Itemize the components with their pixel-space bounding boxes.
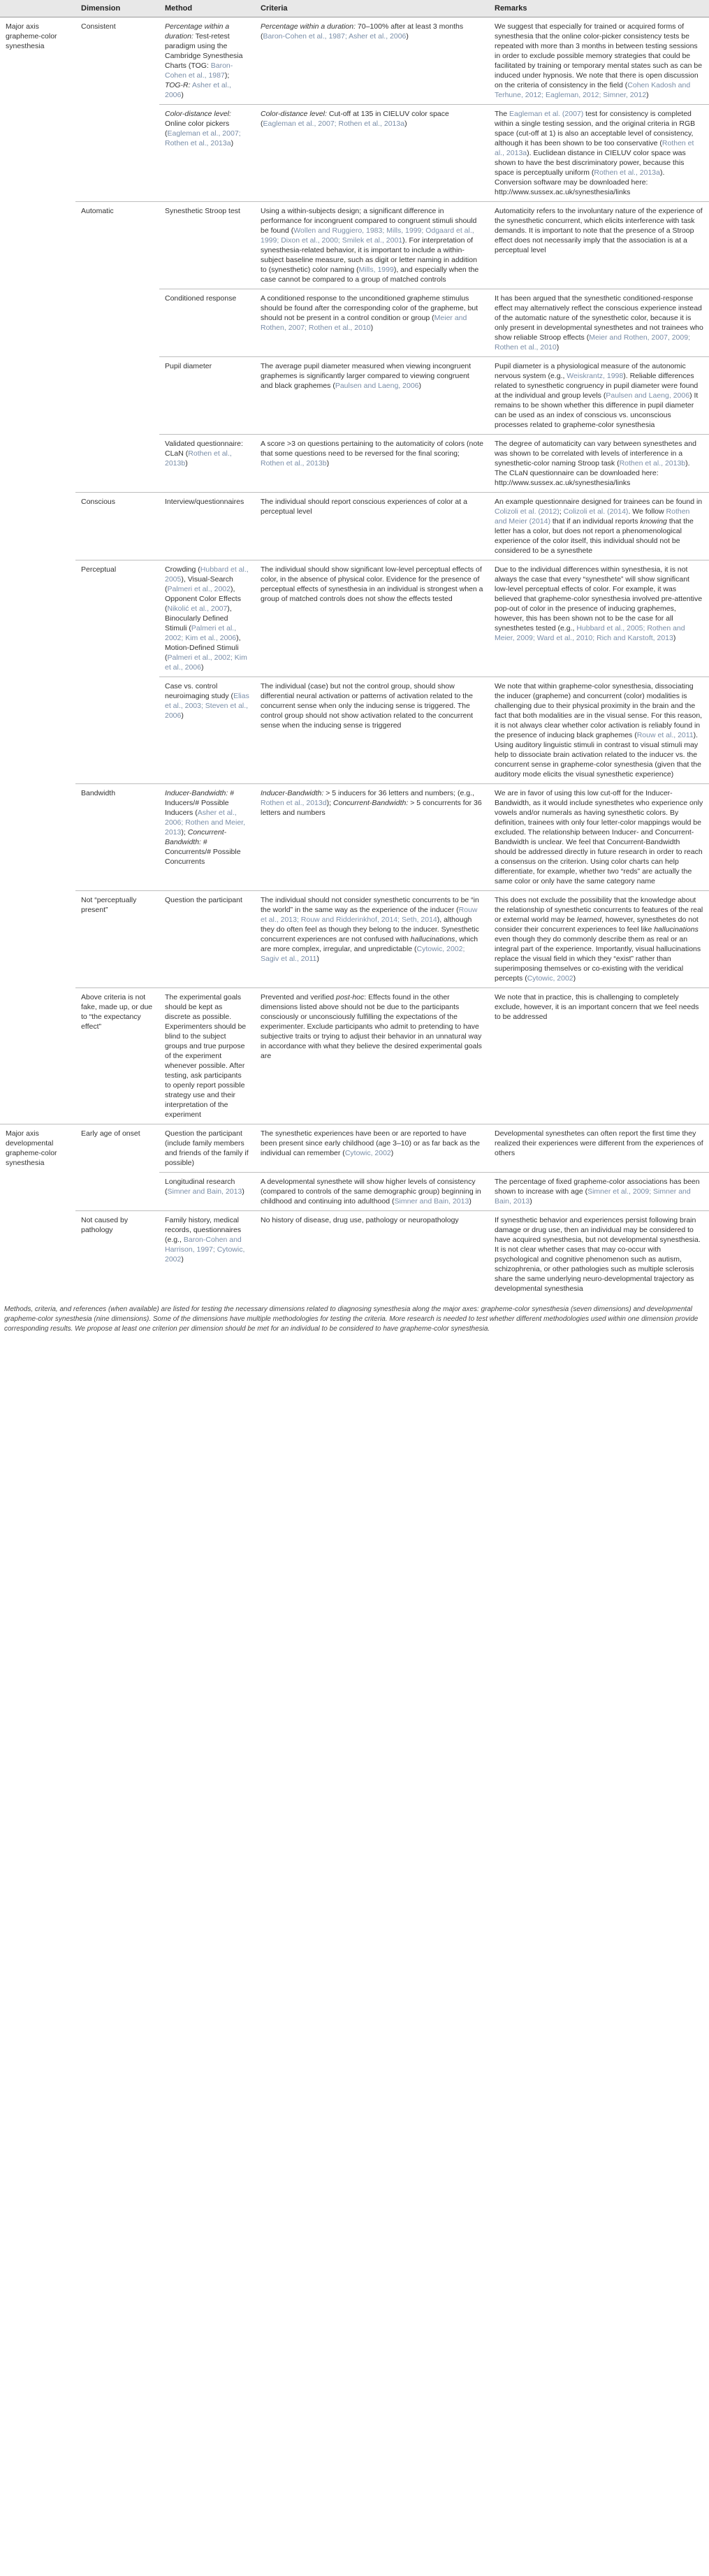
- text-segment: The individual (case) but not the control group, should show differential neural activation or patterns of activation related to the concurrent sense when only the inducing sense is triggered. The control group should not show activation related to the concurrent sense when the inducing sense is triggered: [261, 682, 474, 730]
- citation: Simner and Bain, 2013: [394, 1197, 469, 1206]
- criteria-cell: [255, 1124, 489, 1173]
- text-segment: The experimental goals should be kept as discrete as possible. Experimenters should be blind to the subject groups and true purpose of the experiment whenever possible. After testing, ask participants to openly report possible strategy use and their interpretation of the experiment: [165, 993, 247, 1119]
- text-segment: ), and especially when the case cannot be compared to a group of matched controls: [261, 266, 479, 284]
- method-cell: [159, 1124, 255, 1173]
- citation: Rothen et al., 2013a: [594, 168, 660, 177]
- text-segment: Conditioned response: [165, 294, 237, 303]
- citation: Rothen et al., 2013b: [165, 449, 232, 468]
- table-row: [0, 493, 709, 560]
- table-row: [0, 1211, 709, 1298]
- citation: Cytowic, 2002: [527, 974, 573, 983]
- text-segment: ): [529, 1197, 532, 1206]
- remarks-cell: [489, 560, 709, 677]
- text-segment: Inducer-Bandwidth:: [261, 789, 324, 797]
- citation: Palmeri et al., 2002; Kim et al., 2006: [165, 653, 247, 672]
- header-criteria: Criteria: [255, 0, 489, 17]
- text-segment: hallucinations: [410, 935, 455, 943]
- text-segment: knowing: [640, 517, 667, 526]
- text-segment: The average pupil diameter measured when viewing incongruent graphemes is significantly larger compared to viewing congruent and black graphemes (: [261, 362, 472, 390]
- text-segment: ). Reliable differences related to synesthetic congruency in pupil diameter were found at the individual and group levels (: [495, 372, 699, 400]
- text-segment: ): [469, 1197, 472, 1206]
- text-segment: We are in favor of using this low cut-off for the Inducer-Bandwidth, as it would include synesthetes who experience only vowels and/or numerals as having synesthetic colors. By definition, trainees with only four letter-color mappings would be excluded. The relationship between Inducer- and Concurrent-Bandwidth is unclear. We feel that Concurrent-Bandwidth should be addressed directly in future research in order to reach a consensus on the criterion. Using color charts can help differentiate, for example, whether two “reds” are actually the same color or only have the same category name: [495, 789, 703, 885]
- text-segment: test for consistency is completed within a single testing session, and the original criteria in RGB space (cut-off at 1) is also an acceptable level of consistency, although it has been shown to be too conservative (: [495, 110, 696, 147]
- citation: Paulsen and Laeng, 2006: [606, 391, 690, 400]
- text-segment: ), Opponent Color Effects (: [165, 585, 241, 613]
- text-segment: );: [326, 799, 333, 807]
- text-segment: ): [556, 343, 560, 352]
- text-segment: that the letter has a color, but does not report a phenomenological experience of the color itself, this individual should not be considered to be a synesthete: [495, 517, 694, 555]
- text-segment: Due to the individual differences within synesthesia, it is not always the case that every “synesthete” will show significant low-level perceptual effects of color. For example, it was believed that grapheme-color synesthesia involved pre-attentive pop-out of color in the presence of inducing graphemes, however, this has been shown not to be the case for all synesthetes tested (e.g.,: [495, 565, 703, 632]
- remarks-cell: [489, 357, 709, 435]
- criteria-cell: [255, 289, 489, 357]
- remarks-cell: [489, 1173, 709, 1211]
- text-segment: # Concurrents/# Possible Concurrents: [165, 838, 241, 866]
- table-row: [0, 988, 709, 1124]
- text-segment: ): [185, 459, 188, 468]
- criteria-cell: [255, 493, 489, 560]
- text-segment: Automaticity refers to the involuntary nature of the experience of the synesthetic concurrent, which elicits interference with task demands. It is important to note that the presence of a Stroop effect does not necessarily imply that the association is at a perceptual level: [495, 207, 703, 254]
- criteria-cell: [255, 1173, 489, 1211]
- text-segment: hallucinations: [654, 925, 699, 934]
- citation: Baron-Cohen and Harrison, 1997; Cytowic, 2002: [165, 1236, 245, 1264]
- text-segment: An example questionnaire designed for trainees can be found in: [495, 498, 703, 506]
- text-segment: ). The CLaN questionnaire can be downloaded here: http://www.sussex.ac.uk/synesthesia/links: [495, 459, 690, 487]
- text-segment: Pupil diameter is a physiological measure of the autonomic nervous system (e.g.,: [495, 362, 686, 380]
- text-segment: Interview/questionnaires: [165, 498, 244, 506]
- text-segment: ): [242, 1187, 244, 1196]
- text-segment: ). Conversion software may be downloaded here: http://www.sussex.ac.uk/synesthesia/links: [495, 168, 665, 196]
- text-segment: Case vs. control neuroimaging study (: [165, 682, 234, 700]
- criteria-cell: [255, 560, 489, 677]
- text-segment: ): [181, 1255, 184, 1264]
- criteria-cell: [255, 105, 489, 202]
- text-segment: even though they do commonly describe them as real or an integral part of the experience. Importantly, visual hallucinations replace the visual field in which they “exist” rather than superimposing themselves or co-existing with the veridical percepts (: [495, 935, 701, 983]
- text-segment: A conditioned response to the unconditioned grapheme stimulus should be found after the corresponding color of the grapheme, but should not be present in a control condition or group (: [261, 294, 478, 322]
- text-segment: Validated questionnaire: CLaN (: [165, 440, 243, 458]
- method-cell: [159, 1173, 255, 1211]
- axis-cell: Major axis developmental grapheme-color synesthesia: [0, 1124, 75, 1298]
- method-cell: [159, 891, 255, 988]
- dimension-cell: Early age of onset: [75, 1124, 159, 1211]
- text-segment: : Effects found in the other dimensions listed above should not be due to the participants consciously or unconsciously fulfilling the expectations of the experimenter. Exclude participants who admit to pretending to have subjective traits or trying to adjust their behavior in an unnatural way in accordance with what they believe the desired experimental goals are: [261, 993, 482, 1060]
- citation: Weiskrantz, 1998: [567, 372, 624, 380]
- text-segment: ), Motion-Defined Stimuli (: [165, 634, 241, 662]
- text-segment: ): [418, 382, 422, 390]
- table-row: [0, 784, 709, 891]
- dimension-cell: Consistent: [75, 17, 159, 202]
- citation: Palmeri et al., 2002: [167, 585, 231, 593]
- table-body: [0, 17, 709, 1298]
- text-segment: TOG-R:: [165, 81, 191, 89]
- text-segment: ): [231, 139, 234, 147]
- text-segment: Percentage within a duration:: [165, 22, 230, 41]
- citation: Palmeri et al., 2002; Kim et al., 2006: [165, 624, 237, 642]
- text-segment: Family history, medical records, questionnaires (e.g.,: [165, 1216, 242, 1244]
- remarks-cell: [489, 17, 709, 105]
- dimension-cell: Not caused by pathology: [75, 1211, 159, 1298]
- text-segment: ): [573, 974, 576, 983]
- text-segment: ). Using auditory linguistic stimuli in contrast to visual stimuli may help to dissociate brain activation related to the inducer vs. the concurrent sense in grapheme-color synesthesia (given that the auditory mode elicits the visual synesthetic experience): [495, 731, 701, 779]
- text-segment: ), Visual-Search (: [165, 575, 233, 593]
- dimension-cell: Not “perceptually present”: [75, 891, 159, 988]
- method-cell: [159, 988, 255, 1124]
- method-cell: [159, 677, 255, 784]
- text-segment: ) It remains to be shown whether this difference in pupil diameter can be used as an index of conscious vs. unconscious processes related to grapheme-color synesthesia: [495, 391, 699, 429]
- citation: Rothen and Meier (2014): [495, 507, 690, 526]
- dimension-cell: Conscious: [75, 493, 159, 560]
- dimension-cell: Automatic: [75, 202, 159, 493]
- method-cell: [159, 1211, 255, 1298]
- citation: Asher et al., 2006; Rothen and Meier, 2013: [165, 809, 245, 837]
- text-segment: ): [316, 955, 319, 963]
- text-segment: ). Euclidean distance in CIELUV color space was shown to have the best discriminatory power, because this space is perceptually uniform (: [495, 149, 686, 177]
- text-segment: ). For interpretation of synesthesia-related behavior, it is important to include a within-subject baseline measure, such as digit or letter naming in addition to (synesthetic) color naming (: [261, 236, 477, 274]
- text-segment: Color-distance level:: [261, 110, 327, 118]
- text-segment: Question the participant (include family members and friends of the family if possible): [165, 1129, 249, 1167]
- citation: Rouw et al., 2013; Rouw and Ridderinkhof, 2014; Seth, 2014: [261, 906, 478, 924]
- dimension-cell: Perceptual: [75, 560, 159, 784]
- remarks-cell: [489, 435, 709, 493]
- citation: Simner et al., 2009; Simner and Bain, 2013: [495, 1187, 691, 1206]
- text-segment: learned: [576, 916, 601, 924]
- method-cell: [159, 493, 255, 560]
- method-cell: [159, 202, 255, 289]
- text-segment: ): [326, 459, 330, 468]
- table-row: [0, 891, 709, 988]
- method-cell: [159, 784, 255, 891]
- remarks-cell: [489, 677, 709, 784]
- text-segment: Using a within-subjects design; a significant difference in performance for incongruent compared to congruent stimuli should be found (: [261, 207, 477, 235]
- citation: Rothen et al., 2013b: [619, 459, 686, 468]
- table-row: [0, 202, 709, 289]
- remarks-cell: [489, 891, 709, 988]
- text-segment: , which are more complex, irregular, and unpredictable (: [261, 935, 478, 953]
- text-segment: ): [390, 1149, 394, 1157]
- text-segment: Online color pickers (: [165, 120, 230, 138]
- criteria-cell: [255, 988, 489, 1124]
- remarks-cell: [489, 493, 709, 560]
- citation: Baron-Cohen et al., 1987; Asher et al., 2006: [263, 32, 407, 41]
- criteria-cell: [255, 202, 489, 289]
- text-segment: A score >3 on questions pertaining to the automaticity of colors (note that some questions need to be reversed for the final scoring;: [261, 440, 483, 458]
- text-segment: );: [224, 71, 230, 80]
- method-cell: [159, 289, 255, 357]
- citation: Nikolić et al., 2007: [167, 605, 228, 613]
- text-segment: Question the participant: [165, 896, 242, 904]
- citation: Colizoli et al. (2014): [563, 507, 629, 516]
- remarks-cell: [489, 105, 709, 202]
- remarks-cell: [489, 289, 709, 357]
- citation: Rothen et al., 2013b: [261, 459, 327, 468]
- text-segment: post-hoc: [335, 993, 365, 1001]
- citation: Mills, 1999: [358, 266, 394, 274]
- text-segment: The individual should report conscious experiences of color at a perceptual level: [261, 498, 467, 516]
- text-segment: );: [181, 828, 188, 837]
- citation: Rothen et al., 2013d: [261, 799, 327, 807]
- text-segment: ), although they do often feel as though they belong to the inducer. Synesthetic concurrent experiences are not confused with: [261, 916, 479, 943]
- remarks-cell: [489, 202, 709, 289]
- table-footnote: Methods, criteria, and references (when available) are listed for testing the necessary dimensions related to diagnosing synesthesia along the major axes: grapheme-color synesthesia (seven dimensions) and developmental grapheme-color synesthesia (nine dimensions). Some of the dimensions have multiple methodologies for testing the criteria. More research is needed to test whether different methodologies used within one dimension provide corresponding results. We propose at least one criterion per dimension should be met for an individual to be considered to have grapheme-color synesthesia.: [4, 1305, 699, 1333]
- text-segment: that if an individual reports: [550, 517, 641, 526]
- text-segment: The: [495, 110, 510, 118]
- citation: Cohen Kadosh and Terhune, 2012; Eagleman, 2012; Simner, 2012: [495, 81, 691, 99]
- citation: Elias et al., 2003; Steven et al., 2006: [165, 692, 249, 720]
- text-segment: The individual should not consider synesthetic concurrents to be “in the world” in the same way as the experience of the inducer (: [261, 896, 479, 914]
- text-segment: Crowding (: [165, 565, 200, 574]
- citation: Baron-Cohen et al., 1987: [165, 61, 233, 80]
- table-row: [0, 17, 709, 105]
- header-method: Method: [159, 0, 255, 17]
- criteria-cell: [255, 677, 489, 784]
- method-cell: [159, 560, 255, 677]
- text-segment: ): [673, 634, 676, 642]
- text-segment: The synesthetic experiences have been or are reported to have been present since early childhood (age 3–10) or as far back as the individual can remember (: [261, 1129, 481, 1157]
- text-segment: . We follow: [628, 507, 666, 516]
- header-dimension: Dimension: [75, 0, 159, 17]
- header-axis: [0, 0, 75, 17]
- text-segment: ): [646, 91, 649, 99]
- table-row: [0, 560, 709, 677]
- text-segment: ): [406, 32, 409, 41]
- text-segment: > 5 concurrents for 36 letters and numbers: [261, 799, 482, 817]
- citation: Hubbard et al., 2005; Rothen and Meier, 2009; Ward et al., 2010; Rich and Karstoft, 2013: [495, 624, 685, 642]
- text-segment: This does not exclude the possibility that the knowledge about the relationship of synesthetic concurrents to features of the real or external world may be: [495, 896, 703, 924]
- text-segment: Prevented and verified: [261, 993, 336, 1001]
- citation: Wollen and Ruggiero, 1983; Mills, 1999; Odgaard et al., 1999; Dixon et al., 2000; Smilek et al., 2001: [261, 226, 474, 245]
- text-segment: 70–100% after at least 3 months (: [261, 22, 464, 41]
- text-segment: The degree of automaticity can vary between synesthetes and was shown to be correlated with levels of interference in a synesthetic-color naming Stroop task (: [495, 440, 696, 468]
- text-segment: ): [181, 91, 184, 99]
- remarks-cell: [489, 1211, 709, 1298]
- citation: Hubbard et al., 2005: [165, 565, 249, 584]
- citation: Meier and Rothen, 2007; Rothen et al., 2010: [261, 314, 467, 332]
- text-segment: Inducer-Bandwidth:: [165, 789, 228, 797]
- citation: Paulsen and Laeng, 2006: [335, 382, 419, 390]
- criteria-cell: [255, 784, 489, 891]
- text-segment: > 5 inducers for 36 letters and numbers; (e.g.,: [323, 789, 474, 797]
- remarks-cell: [489, 988, 709, 1124]
- remarks-cell: [489, 784, 709, 891]
- citation: Cytowic, 2002: [344, 1149, 391, 1157]
- text-segment: The individual should show significant low-level perceptual effects of color, in the absence of physical color. Evidence for the presence of perceptual effects of synesthesia in an individual is strongest when a group of matched controls does not show the effects tested: [261, 565, 483, 603]
- citation: Rothen et al., 2013a: [495, 139, 694, 157]
- text-segment: Longitudinal research (: [165, 1178, 235, 1196]
- text-segment: We note that in practice, this is challenging to completely exclude, however, it is an important concern that we feel needs to be addressed: [495, 993, 699, 1021]
- citation: Eagleman et al. (2007): [509, 110, 584, 118]
- text-segment: Cut-off at 135 in CIELUV color space (: [261, 110, 449, 128]
- text-segment: We suggest that especially for trained or acquired forms of synesthesia that the online color-picker consistency tests be repeated with more than 3 months in between testing sessions in order to exclude possible memory strategies that could be facilitated by training or temporary mental states such as can be induced under hypnosis. We note that there is open discussion on the criteria of consistency in the field (: [495, 22, 703, 89]
- text-segment: , however, synesthetes do not consider their concurrent experiences to feel like: [495, 916, 699, 934]
- citation: Meier and Rothen, 2007, 2009; Rothen et al., 2010: [495, 333, 690, 352]
- criteria-cell: [255, 891, 489, 988]
- method-cell: [159, 435, 255, 493]
- text-segment: ): [200, 663, 204, 672]
- criteria-cell: [255, 357, 489, 435]
- text-segment: It has been argued that the synesthetic conditioned-response effect may alternatively reflect the conscious experience instead of the automatic nature of the synesthetic color, because it is only present in developmental synesthetes and not trainees who show reliable Stroop effects (: [495, 294, 703, 342]
- text-segment: Test-retest paradigm using the Cambridge Synesthesia Charts (TOG:: [165, 32, 243, 70]
- axis-cell: Major axis grapheme-color synesthesia: [0, 17, 75, 1124]
- table-row: [0, 1124, 709, 1173]
- text-segment: ), Binocularly Defined Stimuli (: [165, 605, 232, 632]
- criteria-cell: [255, 435, 489, 493]
- citation: Colizoli et al. (2012): [495, 507, 560, 516]
- remarks-cell: [489, 1124, 709, 1173]
- criteria-cell: [255, 1211, 489, 1298]
- table-header: [0, 0, 709, 17]
- text-segment: The percentage of fixed grapheme-color associations has been shown to increase with age (: [495, 1178, 700, 1196]
- citation: Rouw et al., 2011: [636, 731, 694, 739]
- text-segment: ): [370, 324, 374, 332]
- header-remarks: Remarks: [489, 0, 709, 17]
- text-segment: A developmental synesthete will show higher levels of consistency (compared to controls of the same demographic group) beginning in childhood and continuing into adulthood (: [261, 1178, 481, 1206]
- text-segment: Synesthetic Stroop test: [165, 207, 240, 215]
- citation: Cytowic, 2002; Sagiv et al., 2011: [261, 945, 465, 963]
- text-segment: Color-distance level:: [165, 110, 231, 118]
- citation: Eagleman et al., 2007; Rothen et al., 2013a: [165, 129, 241, 147]
- text-segment: # Inducers/# Possible Inducers (: [165, 789, 235, 817]
- method-cell: [159, 357, 255, 435]
- text-segment: We note that within grapheme-color synesthesia, dissociating the inducer (grapheme) and concurrent (color) modalities is challenging due to their physical proximity in the brain and the fact that both modalities are in the visual sense. For this reason, it is not always clear whether color activation is reliably found in the presence of inducing black graphemes (: [495, 682, 703, 739]
- method-cell: [159, 105, 255, 202]
- dimension-cell: Above criteria is not fake, made up, or due to “the expectancy effect”: [75, 988, 159, 1124]
- criteria-cell: [255, 17, 489, 105]
- text-segment: Developmental synesthetes can often report the first time they realized their experiences were different from the experiences of others: [495, 1129, 703, 1157]
- text-segment: If synesthetic behavior and experiences persist following brain damage or drug use, then an individual may be considered to have acquired synesthesia, but not developmental synesthesia. It is not clear whether cases that may co-occur with psychological and cognitive phenomenon such as autism, schizophrenia, or other pathologies such as multiple sclerosis share the same underlying neuro-developmental trajectory as developmental synesthesia: [495, 1216, 701, 1293]
- text-segment: Concurrent-Bandwidth:: [165, 828, 227, 846]
- citation: Simner and Bain, 2013: [167, 1187, 242, 1196]
- citation: Eagleman et al., 2007; Rothen et al., 2013a: [263, 120, 405, 128]
- text-segment: Percentage within a duration:: [261, 22, 356, 31]
- text-segment: ;: [559, 507, 564, 516]
- text-segment: ): [404, 120, 407, 128]
- text-segment: Pupil diameter: [165, 362, 212, 370]
- dimension-cell: Bandwidth: [75, 784, 159, 891]
- text-segment: ): [181, 711, 184, 720]
- method-cell: [159, 17, 255, 105]
- text-segment: No history of disease, drug use, pathology or neuropathology: [261, 1216, 459, 1224]
- citation: Asher et al., 2006: [165, 81, 231, 99]
- text-segment: Concurrent-Bandwidth:: [332, 799, 409, 807]
